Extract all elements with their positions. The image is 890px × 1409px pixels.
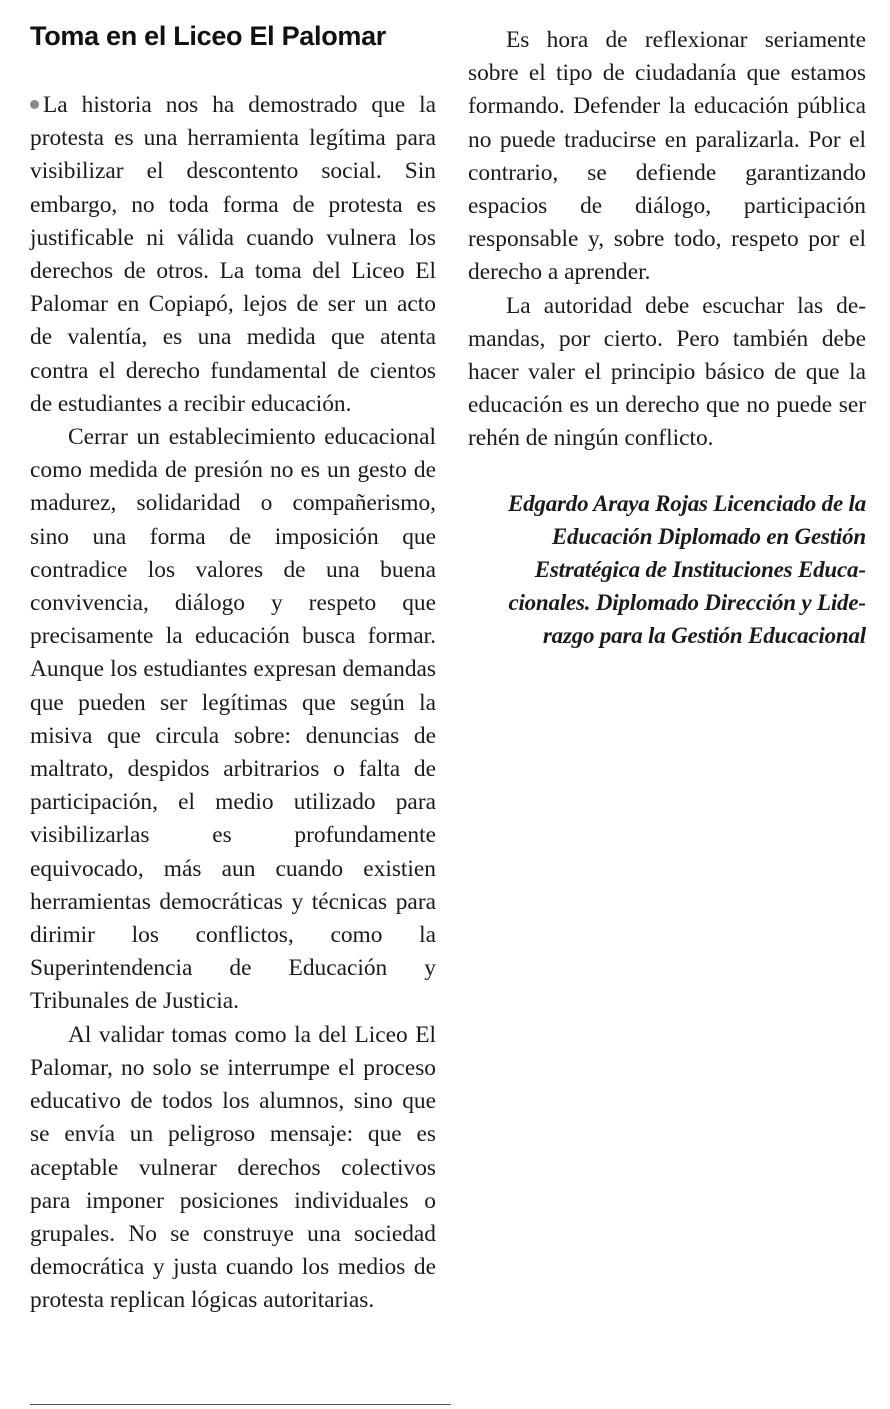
bullet-icon	[30, 100, 39, 109]
article-paragraph-3: Al validar tomas como la del Liceo El Palomar, no solo se interrumpe el proceso educativo de todos los alumnos, sino que se envía un peligroso mensaje: que es aceptable vulnerar derechos colectivos para imponer posiciones individuales o grupales. No se construye una sociedad democrática y justa cuando los medios de protesta replican lógicas autoritarias.	[30, 1021, 436, 1314]
left-column	[30, 0, 436, 1318]
article-title: Toma en el Liceo El Palomar	[30, 21, 387, 51]
paragraph-1-text: La historia nos ha demostrado que la protesta es una herramienta legítima para visibilizar el descontento social. Sin embargo, no toda forma de protesta es justificable ni válida cuando vulnera los derechos de otros. La toma del Liceo El Palomar en Copiapó, lejos de ser un acto de valentía, es una medida que atenta contra el derecho fundamental de cientos de estudiantes a recibir educación.	[30, 92, 436, 417]
article-paragraph-2: Cerrar un establecimiento educacional como medida de presión no es un gesto de madurez, solidaridad o compañerismo, sino una forma de imposición que contradice los valores de una buena convivencia, diálogo y respeto que precisamente la educación busca formar. Aunque los estudiantes expresan demandas que pueden ser legítimas que según la misiva que circula sobre: denuncias de maltrato, despidos arbitrarios o falta de participación, el medio utilizado para visibilizarlas es profundamente equivocado, más aun cuando existien herramientas democráticas y técnicas para dirimir los conflictos, como la Superintendencia de Educación y Tribunales de Justicia.	[30, 424, 436, 1015]
author-signature: Edgardo Araya Rojas Licenciado de la Educación Diplomado en Gestión Estratégica de Instituciones Educacionales. Diplomado Dirección y Liderazgo para la Gestión Educacional	[507, 490, 866, 649]
right-column	[468, 0, 866, 653]
bottom-divider	[30, 1404, 451, 1405]
article-paragraph-1	[30, 89, 436, 421]
article-paragraph-5: La autoridad debe escuchar las demandas, por cierto. Pero también debe hacer valer el principio básico de que la educación es un derecho que no puede ser rehén de ningún conflicto.	[468, 292, 866, 452]
article-paragraph-4: Es hora de reflexionar seriamente sobre el tipo de ciudadanía que estamos formando. Defender la educación pública no puede traducirse en paralizarla. Por el contrario, se defiende garantizando espacios de diálogo, participación responsable y, sobre todo, respeto por el derecho a aprender.	[468, 27, 866, 286]
